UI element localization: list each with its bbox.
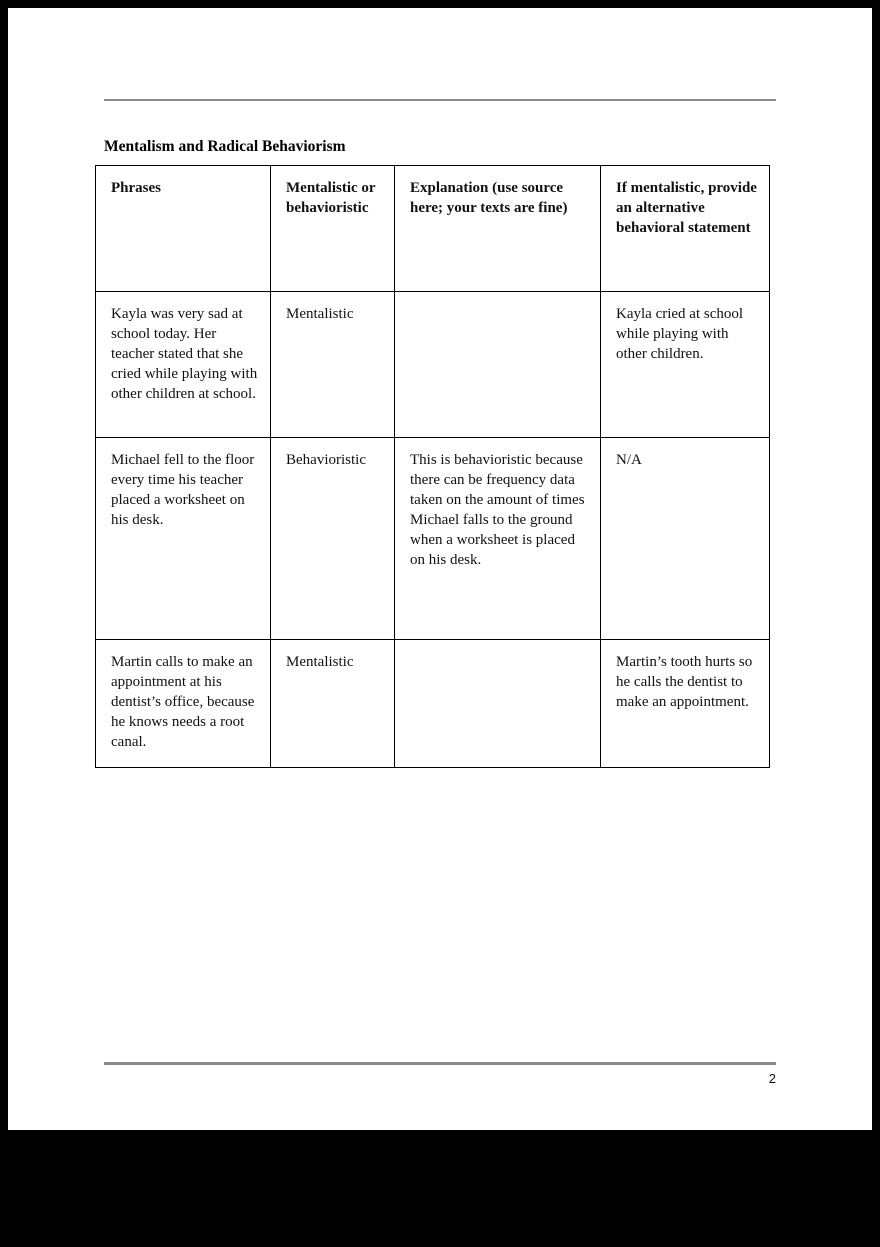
cell-phrase: Michael fell to the floor every time his teacher placed a worksheet on his desk. [96,438,271,640]
cell-classification: Behavioristic [271,438,395,640]
cell-classification: Mentalistic [271,292,395,438]
cell-alternative: Kayla cried at school while playing with other children. [601,292,770,438]
cell-explanation [395,292,601,438]
cell-classification: Mentalistic [271,640,395,768]
cell-phrase: Kayla was very sad at school today. Her teacher stated that she cried while playing with other children at school. [96,292,271,438]
cell-alternative: N/A [601,438,770,640]
header-divider [104,99,776,101]
header-cell-phrases: Phrases [96,166,271,292]
document-title: Mentalism and Radical Behaviorism [104,138,346,155]
table-row [96,438,770,640]
cell-explanation: This is behavioristic because there can be frequency data taken on the amount of times Michael falls to the ground when a worksheet is placed on his desk. [395,438,601,640]
behaviorism-table [95,165,770,768]
header-cell-alternative: If mentalistic, provide an alternative behavioral statement [601,166,770,292]
cell-alternative: Martin’s tooth hurts so he calls the dentist to make an appointment. [601,640,770,768]
document-page [8,8,872,1130]
footer-divider [104,1062,776,1065]
table-row [96,640,770,768]
cell-phrase: Martin calls to make an appointment at his dentist’s office, because he knows needs a root canal. [96,640,271,768]
header-cell-classification: Mentalistic or behavioristic [271,166,395,292]
table-header-row [96,166,770,292]
header-cell-explanation: Explanation (use source here; your texts are fine) [395,166,601,292]
page-number: 2 [768,1071,776,1086]
cell-explanation [395,640,601,768]
table-row [96,292,770,438]
